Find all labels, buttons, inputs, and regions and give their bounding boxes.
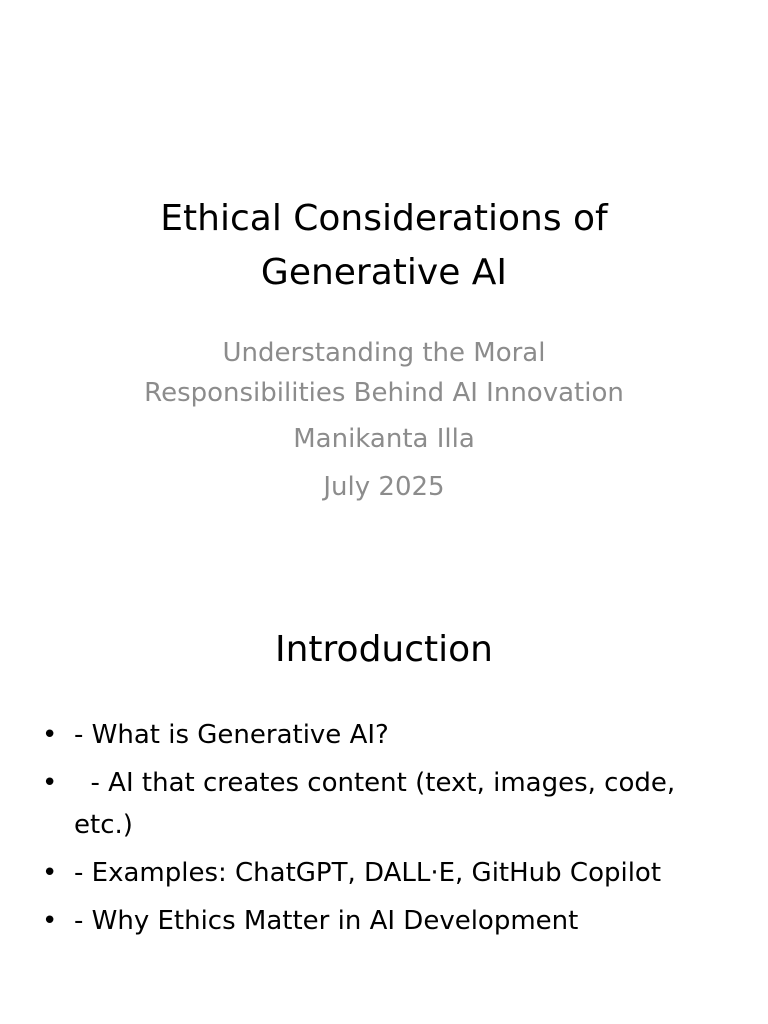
slide-title: Introduction bbox=[274, 629, 493, 670]
bullet-list bbox=[42, 714, 722, 948]
subtitle-line-2: Responsibilities Behind AI Innovation bbox=[144, 378, 624, 408]
bullet-icon: • bbox=[42, 720, 58, 750]
list-item bbox=[42, 762, 722, 846]
bullet-text: - AI that creates content (text, images, code, etc.) bbox=[74, 768, 684, 840]
list-item bbox=[42, 852, 722, 894]
subtitle-block bbox=[100, 333, 668, 507]
bullet-icon: • bbox=[42, 768, 58, 798]
bullet-text: - What is Generative AI? bbox=[74, 720, 389, 750]
subtitle-line-1: Understanding the Moral bbox=[222, 338, 546, 368]
bullet-text: - Why Ethics Matter in AI Development bbox=[74, 906, 579, 936]
introduction-slide bbox=[0, 576, 768, 1024]
bullet-text: - Examples: ChatGPT, DALL·E, GitHub Copilot bbox=[74, 858, 662, 888]
list-item bbox=[42, 714, 722, 756]
list-item bbox=[42, 900, 722, 942]
title-line-2: Generative AI bbox=[260, 252, 508, 293]
presentation-title bbox=[60, 192, 708, 300]
presentation-date: July 2025 bbox=[323, 472, 445, 502]
bullet-icon: • bbox=[42, 906, 58, 936]
bullet-icon: • bbox=[42, 858, 58, 888]
author-name: Manikanta Illa bbox=[293, 424, 475, 454]
title-line-1: Ethical Considerations of bbox=[160, 198, 608, 239]
